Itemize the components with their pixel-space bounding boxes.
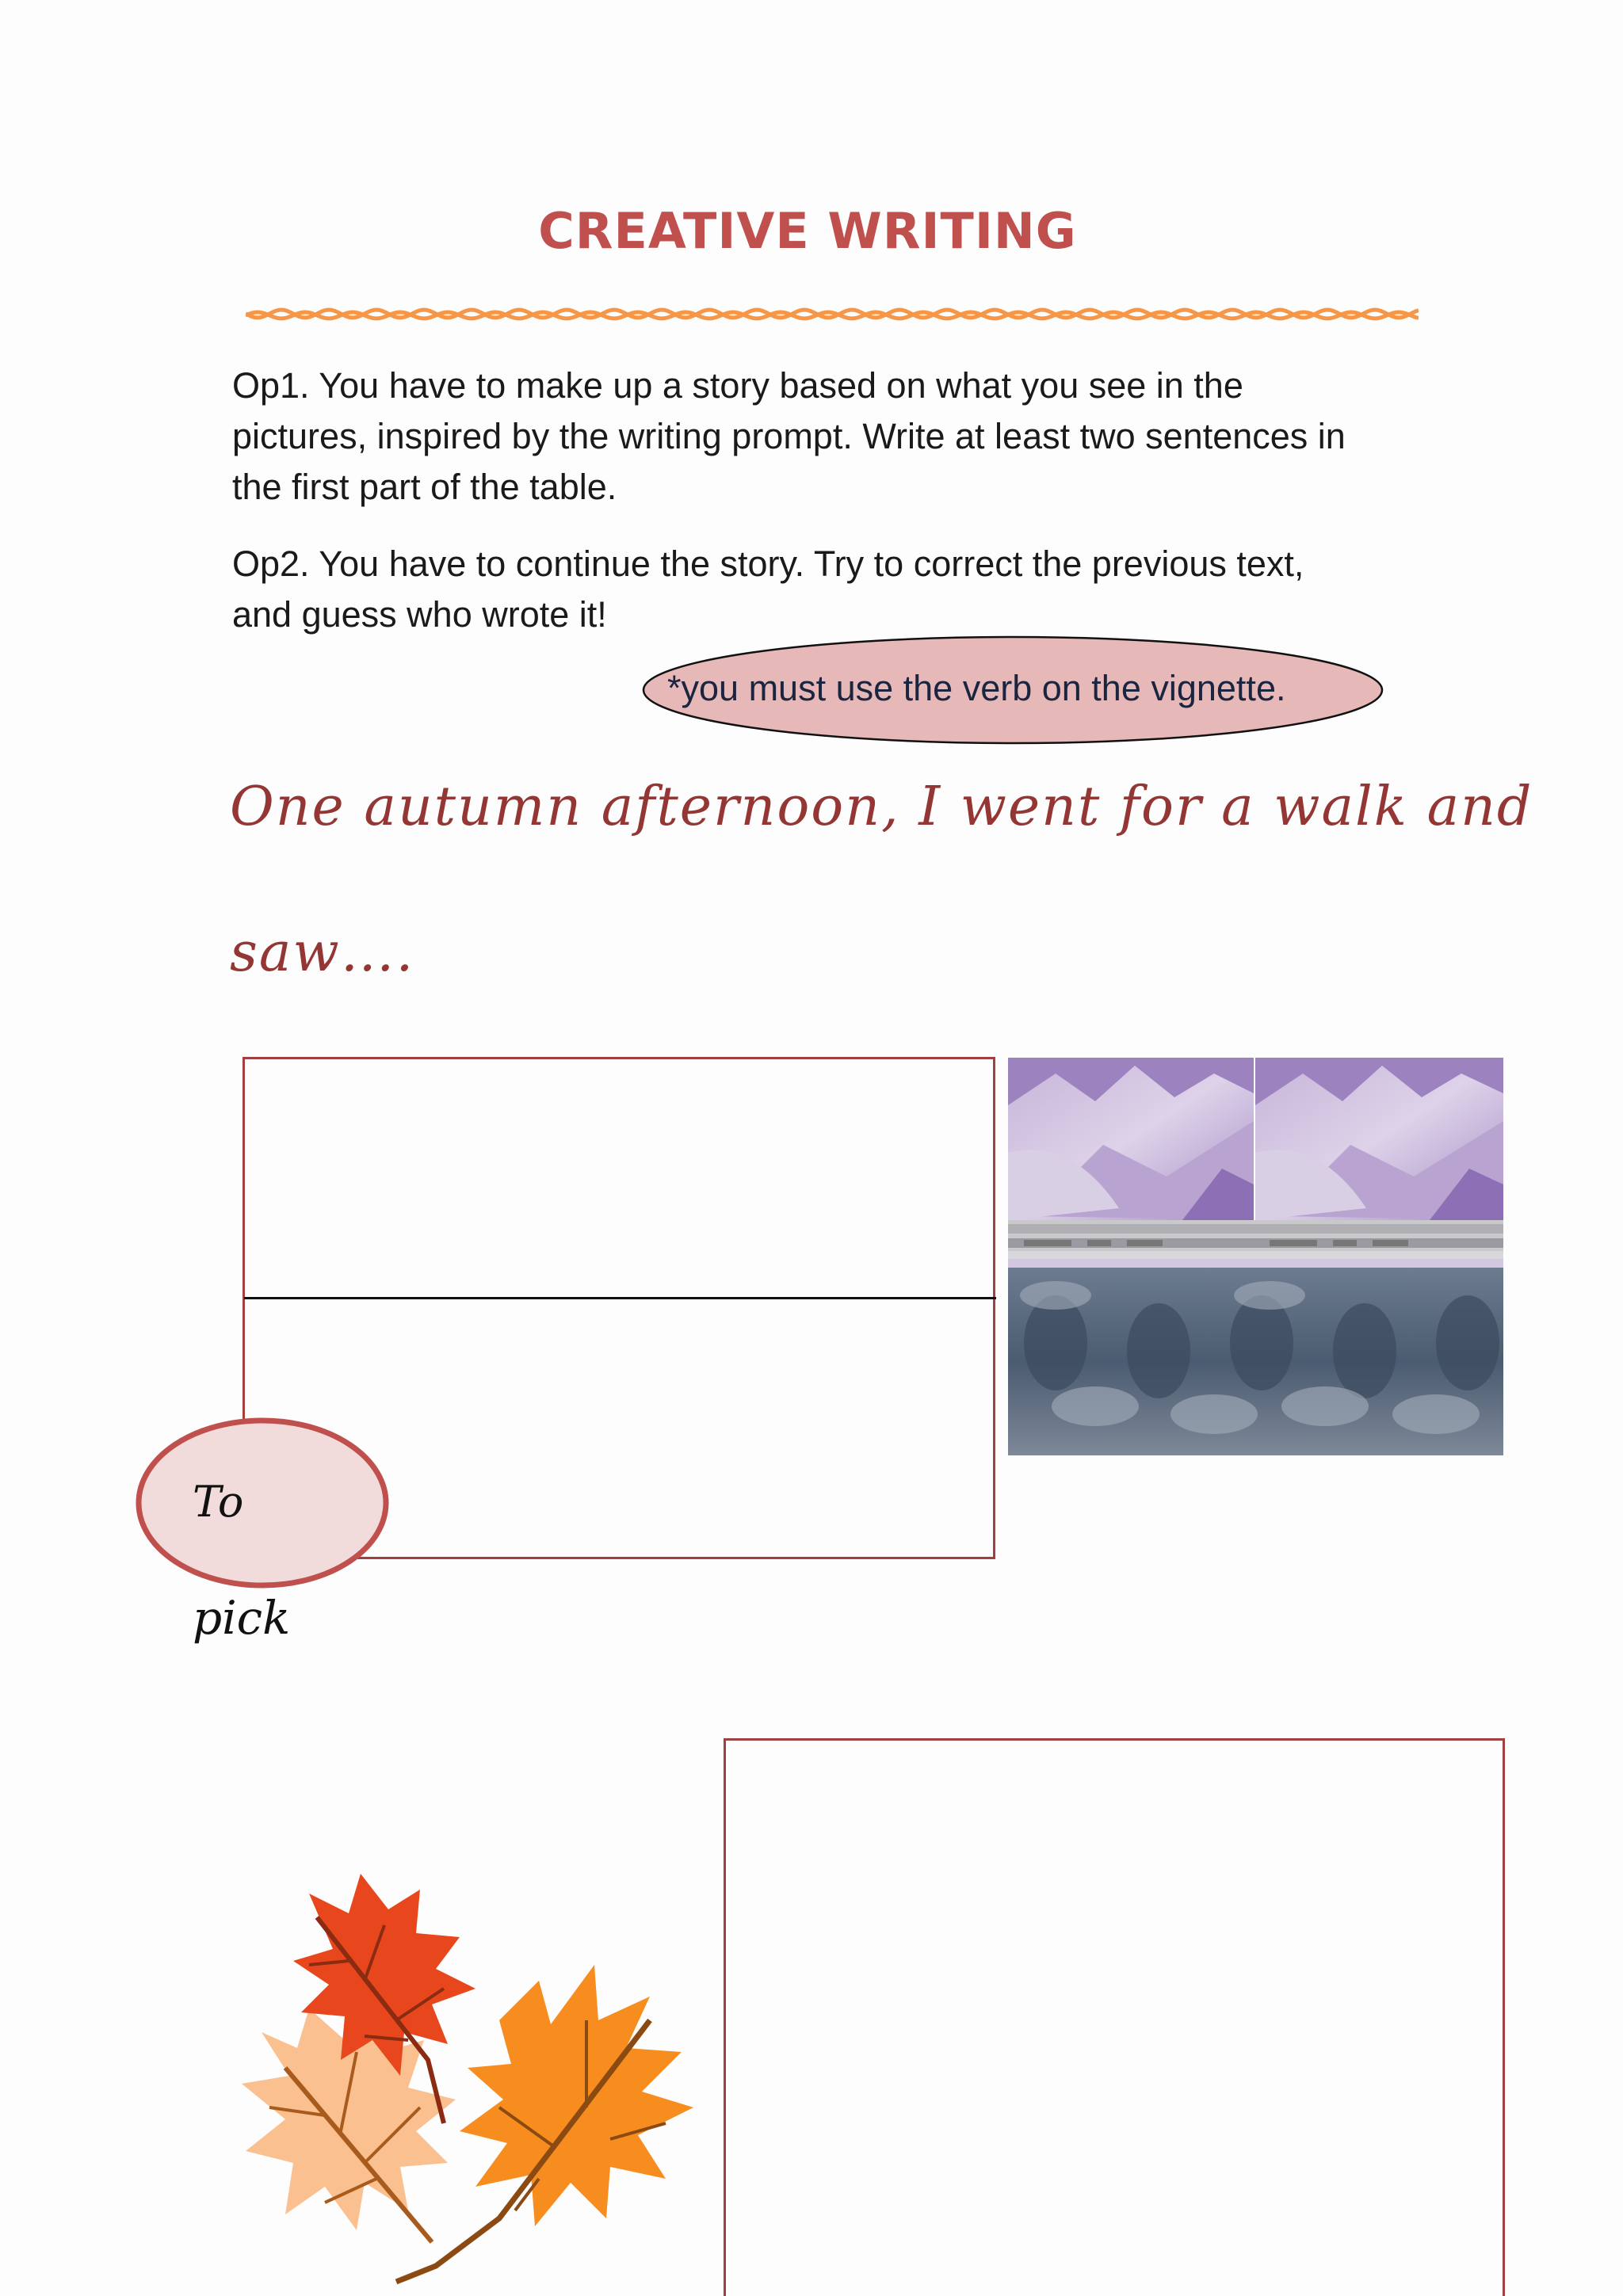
continue-story-box[interactable] [724,1738,1505,2296]
instruction-op2: Op2. You have to continue the story. Try to correct the previous text, and guess who wrote it! [232,543,1304,635]
to-pick-oval [133,1414,395,1592]
story-picture [1008,1058,1503,1455]
instruction-op1: Op1. You have to make up a story based on what you see in the pictures, inspired by the writing prompt. Write at least two sentences in the first part of the table. [232,365,1346,507]
story-prompt-line2: saw…. [230,921,415,984]
to-pick-label-pick: pick [193,1591,291,1645]
table-divider [244,1297,996,1299]
autumn-leaves-icon [238,1870,713,2296]
verb-note: *you must use the verb on the vignette. [667,668,1286,708]
wavy-divider-icon [246,299,1419,331]
to-pick-label-to: To [193,1477,244,1527]
page-title: CREATIVE WRITING [538,202,1077,260]
story-prompt-line1: One autumn afternoon, I went for a walk and [230,776,1533,838]
writing-cell-op1[interactable] [245,1059,993,1297]
